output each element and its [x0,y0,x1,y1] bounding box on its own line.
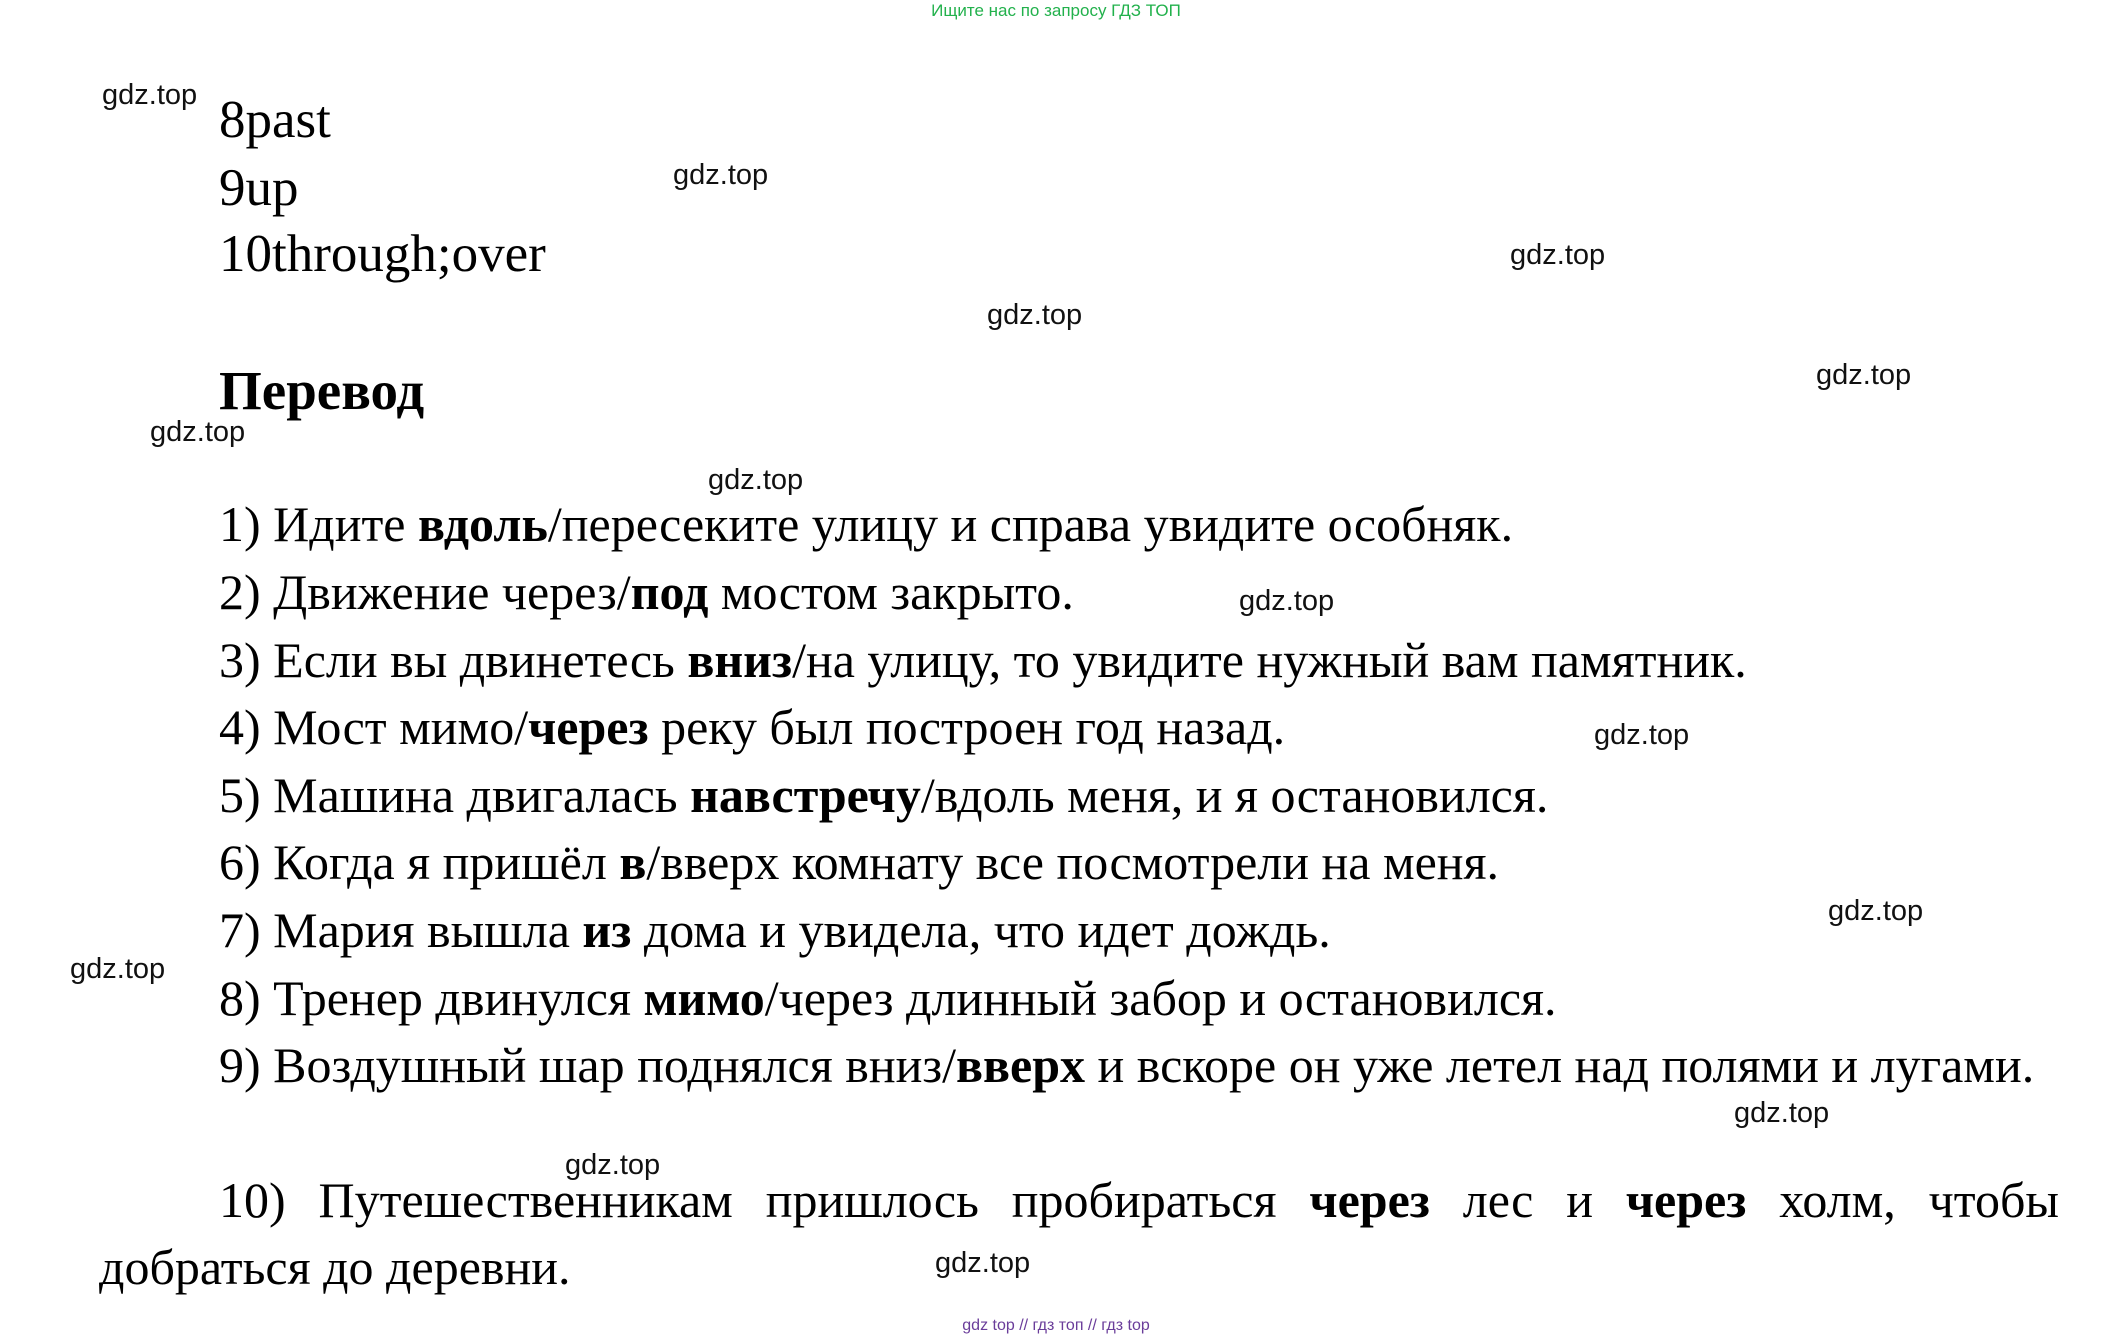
watermark: gdz.top [70,953,166,985]
sentence-5: 5) Машина двигалась навстречу/вдоль меня, и я остановился. [219,767,1549,823]
watermark: gdz.top [1816,359,1912,391]
sentence-3: 3) Если вы двинетесь вниз/на улицу, то увидите нужный вам памятник. [219,632,1747,688]
sentence-9: 9) Воздушный шар поднялся вниз/вверх и вскоре он уже летел над полями и лугами. [219,1037,2035,1093]
bottom-banner: gdz top // гдз топ // гдз top [962,1317,1150,1334]
answer-10: 10through;over [219,225,546,283]
sentence-10: 10) Путешественникам пришлось пробираться через лес и через холм, чтобы добраться до деревни. [99,1172,2060,1295]
answer-8: 8past [219,91,331,149]
watermark: gdz.top [1594,719,1690,751]
watermark: gdz.top [1510,239,1606,271]
watermark: gdz.top [987,299,1083,331]
watermark: gdz.top [708,464,804,496]
watermark: gdz.top [1239,585,1335,617]
watermark: gdz.top [673,159,769,191]
translation-heading: Перевод [219,360,425,421]
sentence-2: 2) Движение через/под мостом закрыто. [219,564,1074,620]
sentence-1: 1) Идите вдоль/пересеките улицу и справа увидите особняк. [219,496,1514,552]
answer-9: 9up [219,159,299,217]
sentence-7: 7) Мария вышла из дома и увидела, что идет дождь. [219,902,1331,958]
sentence-4: 4) Мост мимо/через реку был построен год назад. [219,699,1286,755]
sentence-8: 8) Тренер двинулся мимо/через длинный забор и остановился. [219,970,1557,1026]
watermark: gdz.top [1828,895,1924,927]
watermark: gdz.top [1734,1097,1830,1129]
watermark: gdz.top [150,416,246,448]
top-banner: Ищите нас по запросу ГДЗ ТОП [931,1,1181,20]
watermark: gdz.top [102,79,198,111]
watermark: gdz.top [565,1149,661,1181]
sentence-6: 6) Когда я пришёл в/вверх комнату все посмотрели на меня. [219,834,1500,890]
watermark: gdz.top [935,1247,1031,1279]
